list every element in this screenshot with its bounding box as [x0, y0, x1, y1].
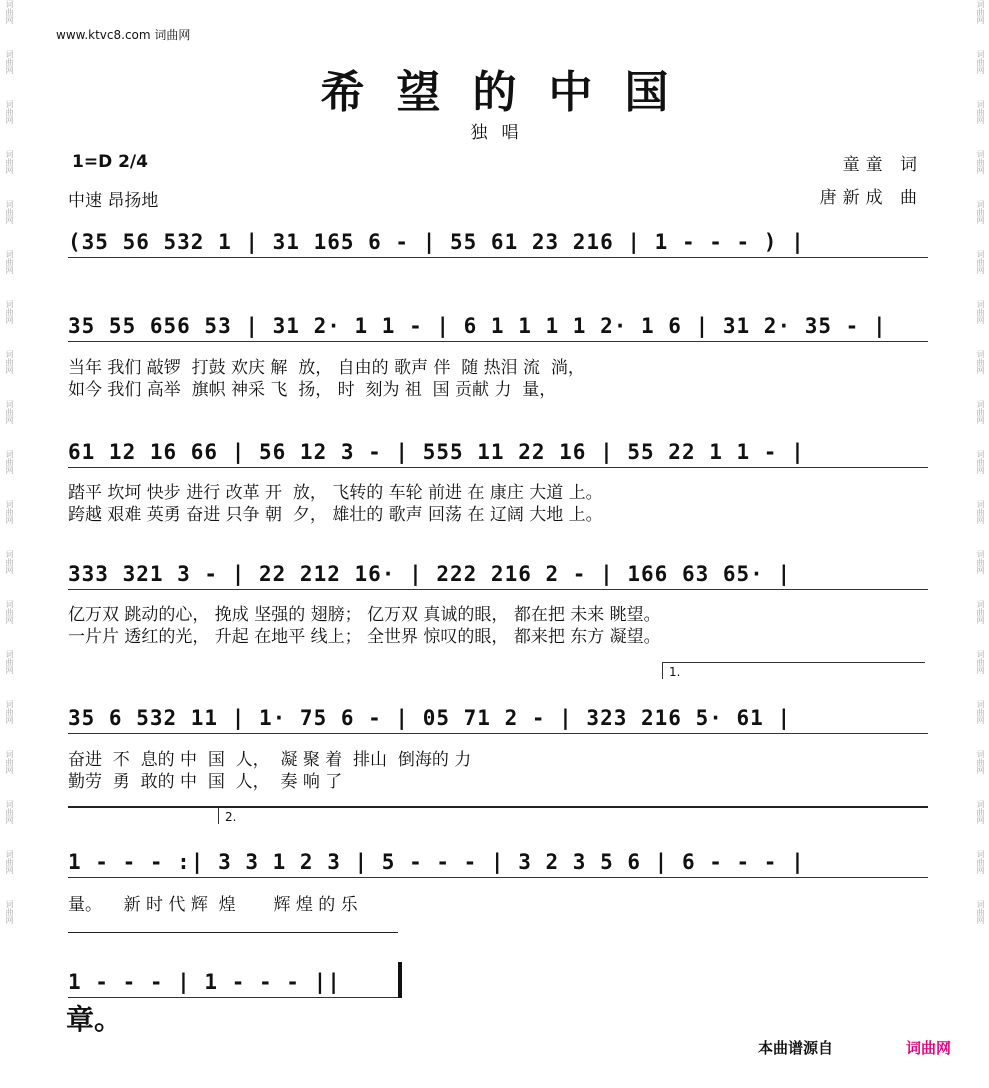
score-line-4-lyric-verse2: 一片片 透红的光， 升起 在地平 线上； 全世界 惊叹的眼， 都来把 东方 凝望。: [68, 627, 661, 647]
coda-bracket: [68, 932, 398, 933]
volta-2-label: 2.: [225, 810, 237, 824]
tempo-marking: 中速 昂扬地: [68, 191, 159, 211]
volta-bracket-1: [662, 662, 925, 679]
score-line-2-notes: 35 55 656 53 | 31 2· 1 1 - | 6 1 1 1 1 2· 1 6 | 31 2· 35 - |: [68, 314, 928, 338]
site-url-label: www.ktvc8.com 词曲网: [56, 28, 191, 42]
end-lyric: 章。: [66, 1003, 123, 1036]
footer-site-logo[interactable]: 词曲网: [906, 1039, 952, 1057]
score-line-5-notes: 35 6 532 11 | 1· 75 6 - | 05 71 2 - | 323 216 5· 61 |: [68, 706, 928, 730]
lyricist-credit: 童童 词: [842, 155, 923, 175]
score-line-5-lyric-verse2: 勤劳 勇 敢的 中 国 人， 奏 响 了: [68, 772, 343, 792]
key-signature: 1=D 2/4: [72, 152, 148, 172]
score-line-6-lyric: 量。 新 时 代 辉 煌 辉 煌 的 乐: [68, 895, 358, 915]
score-line-6-notes: 1 - - - :| 3 3 1 2 3 | 5 - - - | 3 2 3 5 6 | 6 - - - |: [68, 850, 928, 874]
watermark-right: 词曲网 词曲网 词曲网 词曲网 词曲网 词曲网 词曲网 词曲网 词曲网 词曲网 词曲网 词曲网 词曲网 词曲网 词曲网 词曲网 词曲网 词曲网 词曲网: [976, 0, 985, 924]
footer-source-label: 本曲谱源自: [758, 1039, 834, 1057]
score-line-1-notes: (35 56 532 1 | 31 165 6 - | 55 61 23 216 | 1 - - - ) |: [68, 230, 928, 254]
score-line-2-lyric-verse1: 当年 我们 敲锣 打鼓 欢庆 解 放， 自由的 歌声 伴 随 热泪 流 淌，: [68, 358, 585, 378]
song-title: 希望的中国: [320, 67, 701, 118]
score-line-4-notes: 333 321 3 - | 22 212 16· | 222 216 2 - | 166 63 65· |: [68, 562, 928, 586]
composer-credit: 唐新成 曲: [819, 188, 923, 208]
volta-bracket-2: [218, 808, 339, 824]
score-line-2-lyric-verse2: 如今 我们 高举 旗帜 神采 飞 扬， 时 刻为 祖 国 贡献 力 量，: [68, 380, 557, 400]
volta-1-label: 1.: [669, 665, 681, 679]
score-line-7-notes: 1 - - - | 1 - - - ||: [68, 970, 398, 994]
section-divider: [68, 806, 928, 808]
score-line-3-notes: 61 12 16 66 | 56 12 3 - | 555 11 22 16 | 55 22 1 1 - |: [68, 440, 928, 464]
score-line-3-lyric-verse2: 跨越 艰难 英勇 奋进 只争 朝 夕， 雄壮的 歌声 回荡 在 辽阔 大地 上。: [68, 505, 603, 525]
score-line-4-lyric-verse1: 亿万双 跳动的心， 挽成 坚强的 翅膀； 亿万双 真诚的眼， 都在把 未来 眺望。: [68, 605, 661, 625]
score-line-5-lyric-verse1: 奋进 不 息的 中 国 人， 凝 聚 着 排山 倒海的 力: [68, 750, 472, 770]
watermark-left: 词曲网 词曲网 词曲网 词曲网 词曲网 词曲网 词曲网 词曲网 词曲网 词曲网 词曲网 词曲网 词曲网 词曲网 词曲网 词曲网 词曲网 词曲网 词曲网: [5, 0, 14, 924]
final-barline: [398, 962, 402, 998]
song-subtitle: 独唱: [470, 123, 533, 143]
score-line-3-lyric-verse1: 踏平 坎坷 快步 进行 改革 开 放， 飞转的 车轮 前进 在 康庄 大道 上。: [68, 483, 603, 503]
